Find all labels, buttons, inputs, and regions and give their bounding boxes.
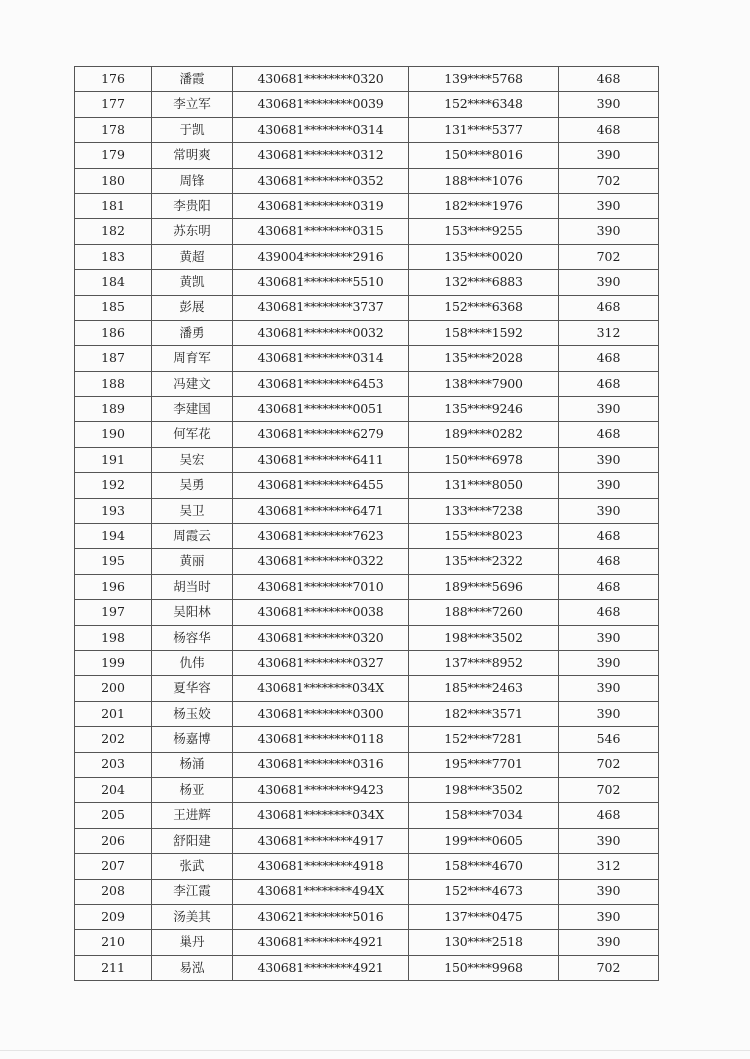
row-number-cell: 202 <box>75 727 152 752</box>
phone-cell: 150****9968 <box>409 955 559 980</box>
row-number-cell: 205 <box>75 803 152 828</box>
table-row <box>75 752 659 777</box>
id-number-cell: 430681********494X <box>233 879 409 904</box>
row-number-cell: 177 <box>75 92 152 117</box>
table-row <box>75 854 659 879</box>
table-row <box>75 904 659 929</box>
amount-cell: 468 <box>559 574 659 599</box>
phone-cell: 199****0605 <box>409 828 559 853</box>
row-number-cell: 188 <box>75 371 152 396</box>
phone-cell: 152****6368 <box>409 295 559 320</box>
row-number-cell: 191 <box>75 447 152 472</box>
phone-cell: 195****7701 <box>409 752 559 777</box>
row-number-cell: 181 <box>75 193 152 218</box>
table-row <box>75 270 659 295</box>
amount-cell: 390 <box>559 219 659 244</box>
id-number-cell: 430681********4917 <box>233 828 409 853</box>
name-cell: 杨容华 <box>152 625 233 650</box>
name-cell: 常明爽 <box>152 143 233 168</box>
name-cell: 冯建文 <box>152 371 233 396</box>
amount-cell: 468 <box>559 422 659 447</box>
table-row <box>75 143 659 168</box>
phone-cell: 150****6978 <box>409 447 559 472</box>
amount-cell: 390 <box>559 92 659 117</box>
amount-cell: 702 <box>559 777 659 802</box>
amount-cell: 390 <box>559 650 659 675</box>
id-number-cell: 430681********0316 <box>233 752 409 777</box>
name-cell: 何军花 <box>152 422 233 447</box>
row-number-cell: 199 <box>75 650 152 675</box>
roster-table <box>74 66 659 981</box>
amount-cell: 312 <box>559 320 659 345</box>
table-row <box>75 473 659 498</box>
table-row <box>75 803 659 828</box>
phone-cell: 137****8952 <box>409 650 559 675</box>
id-number-cell: 430681********0039 <box>233 92 409 117</box>
name-cell: 汤美其 <box>152 904 233 929</box>
row-number-cell: 180 <box>75 168 152 193</box>
amount-cell: 468 <box>559 803 659 828</box>
table-row <box>75 727 659 752</box>
name-cell: 巢丹 <box>152 930 233 955</box>
table-row <box>75 320 659 345</box>
row-number-cell: 189 <box>75 397 152 422</box>
amount-cell: 390 <box>559 397 659 422</box>
row-number-cell: 179 <box>75 143 152 168</box>
table-row <box>75 219 659 244</box>
id-number-cell: 439004********2916 <box>233 244 409 269</box>
id-number-cell: 430681********0319 <box>233 193 409 218</box>
amount-cell: 468 <box>559 524 659 549</box>
name-cell: 吴勇 <box>152 473 233 498</box>
table-row <box>75 422 659 447</box>
amount-cell: 702 <box>559 244 659 269</box>
table-row <box>75 650 659 675</box>
row-number-cell: 194 <box>75 524 152 549</box>
row-number-cell: 206 <box>75 828 152 853</box>
table-row <box>75 701 659 726</box>
amount-cell: 390 <box>559 270 659 295</box>
phone-cell: 137****0475 <box>409 904 559 929</box>
name-cell: 苏东明 <box>152 219 233 244</box>
name-cell: 易泓 <box>152 955 233 980</box>
table-row <box>75 295 659 320</box>
row-number-cell: 176 <box>75 67 152 92</box>
id-number-cell: 430681********0320 <box>233 67 409 92</box>
table-row <box>75 549 659 574</box>
table-row <box>75 397 659 422</box>
table-row <box>75 930 659 955</box>
id-number-cell: 430681********4921 <box>233 930 409 955</box>
name-cell: 王进辉 <box>152 803 233 828</box>
amount-cell: 390 <box>559 193 659 218</box>
name-cell: 张武 <box>152 854 233 879</box>
amount-cell: 468 <box>559 117 659 142</box>
row-number-cell: 209 <box>75 904 152 929</box>
phone-cell: 135****2322 <box>409 549 559 574</box>
phone-cell: 131****8050 <box>409 473 559 498</box>
phone-cell: 152****6348 <box>409 92 559 117</box>
name-cell: 杨嘉博 <box>152 727 233 752</box>
name-cell: 彭展 <box>152 295 233 320</box>
row-number-cell: 193 <box>75 498 152 523</box>
row-number-cell: 207 <box>75 854 152 879</box>
row-number-cell: 178 <box>75 117 152 142</box>
table-row <box>75 777 659 802</box>
table-row <box>75 371 659 396</box>
name-cell: 李立军 <box>152 92 233 117</box>
name-cell: 李江霞 <box>152 879 233 904</box>
phone-cell: 135****2028 <box>409 346 559 371</box>
id-number-cell: 430681********0118 <box>233 727 409 752</box>
id-number-cell: 430681********0320 <box>233 625 409 650</box>
id-number-cell: 430681********4918 <box>233 854 409 879</box>
amount-cell: 312 <box>559 854 659 879</box>
phone-cell: 152****7281 <box>409 727 559 752</box>
row-number-cell: 210 <box>75 930 152 955</box>
table-row <box>75 346 659 371</box>
phone-cell: 198****3502 <box>409 777 559 802</box>
phone-cell: 131****5377 <box>409 117 559 142</box>
amount-cell: 468 <box>559 295 659 320</box>
id-number-cell: 430681********0032 <box>233 320 409 345</box>
table-row <box>75 117 659 142</box>
id-number-cell: 430681********4921 <box>233 955 409 980</box>
row-number-cell: 195 <box>75 549 152 574</box>
phone-cell: 189****0282 <box>409 422 559 447</box>
amount-cell: 390 <box>559 930 659 955</box>
phone-cell: 198****3502 <box>409 625 559 650</box>
id-number-cell: 430681********034X <box>233 676 409 701</box>
amount-cell: 390 <box>559 447 659 472</box>
row-number-cell: 182 <box>75 219 152 244</box>
row-number-cell: 201 <box>75 701 152 726</box>
amount-cell: 468 <box>559 600 659 625</box>
amount-cell: 390 <box>559 625 659 650</box>
row-number-cell: 185 <box>75 295 152 320</box>
table-row <box>75 168 659 193</box>
amount-cell: 702 <box>559 752 659 777</box>
table-row <box>75 600 659 625</box>
id-number-cell: 430681********6411 <box>233 447 409 472</box>
phone-cell: 132****6883 <box>409 270 559 295</box>
id-number-cell: 430681********0315 <box>233 219 409 244</box>
id-number-cell: 430681********6455 <box>233 473 409 498</box>
name-cell: 吴阳林 <box>152 600 233 625</box>
id-number-cell: 430681********0327 <box>233 650 409 675</box>
name-cell: 潘霞 <box>152 67 233 92</box>
amount-cell: 390 <box>559 904 659 929</box>
phone-cell: 153****9255 <box>409 219 559 244</box>
phone-cell: 135****0020 <box>409 244 559 269</box>
name-cell: 李贵阳 <box>152 193 233 218</box>
row-number-cell: 196 <box>75 574 152 599</box>
table-row <box>75 92 659 117</box>
amount-cell: 468 <box>559 346 659 371</box>
table-row <box>75 676 659 701</box>
id-number-cell: 430681********0314 <box>233 117 409 142</box>
table-row <box>75 955 659 980</box>
row-number-cell: 200 <box>75 676 152 701</box>
phone-cell: 152****4673 <box>409 879 559 904</box>
id-number-cell: 430681********7010 <box>233 574 409 599</box>
phone-cell: 188****7260 <box>409 600 559 625</box>
row-number-cell: 204 <box>75 777 152 802</box>
amount-cell: 390 <box>559 879 659 904</box>
phone-cell: 138****7900 <box>409 371 559 396</box>
id-number-cell: 430681********5510 <box>233 270 409 295</box>
name-cell: 于凯 <box>152 117 233 142</box>
name-cell: 黄凯 <box>152 270 233 295</box>
row-number-cell: 192 <box>75 473 152 498</box>
row-number-cell: 208 <box>75 879 152 904</box>
table-row <box>75 244 659 269</box>
amount-cell: 390 <box>559 828 659 853</box>
phone-cell: 150****8016 <box>409 143 559 168</box>
id-number-cell: 430621********5016 <box>233 904 409 929</box>
id-number-cell: 430681********3737 <box>233 295 409 320</box>
name-cell: 杨玉姣 <box>152 701 233 726</box>
phone-cell: 158****1592 <box>409 320 559 345</box>
name-cell: 舒阳建 <box>152 828 233 853</box>
row-number-cell: 184 <box>75 270 152 295</box>
row-number-cell: 203 <box>75 752 152 777</box>
name-cell: 周霞云 <box>152 524 233 549</box>
row-number-cell: 183 <box>75 244 152 269</box>
table-row <box>75 574 659 599</box>
table-row <box>75 524 659 549</box>
row-number-cell: 190 <box>75 422 152 447</box>
name-cell: 黄丽 <box>152 549 233 574</box>
amount-cell: 468 <box>559 371 659 396</box>
amount-cell: 546 <box>559 727 659 752</box>
phone-cell: 155****8023 <box>409 524 559 549</box>
amount-cell: 390 <box>559 701 659 726</box>
phone-cell: 182****3571 <box>409 701 559 726</box>
row-number-cell: 187 <box>75 346 152 371</box>
id-number-cell: 430681********0314 <box>233 346 409 371</box>
row-number-cell: 197 <box>75 600 152 625</box>
phone-cell: 182****1976 <box>409 193 559 218</box>
name-cell: 杨亚 <box>152 777 233 802</box>
phone-cell: 158****4670 <box>409 854 559 879</box>
name-cell: 杨涌 <box>152 752 233 777</box>
id-number-cell: 430681********6471 <box>233 498 409 523</box>
amount-cell: 468 <box>559 549 659 574</box>
table-row <box>75 447 659 472</box>
row-number-cell: 198 <box>75 625 152 650</box>
row-number-cell: 211 <box>75 955 152 980</box>
name-cell: 黄超 <box>152 244 233 269</box>
table-row <box>75 879 659 904</box>
table-row <box>75 67 659 92</box>
name-cell: 周锋 <box>152 168 233 193</box>
phone-cell: 139****5768 <box>409 67 559 92</box>
table-row <box>75 498 659 523</box>
phone-cell: 188****1076 <box>409 168 559 193</box>
id-number-cell: 430681********0300 <box>233 701 409 726</box>
phone-cell: 158****7034 <box>409 803 559 828</box>
roster-table-body <box>75 67 659 981</box>
name-cell: 胡当时 <box>152 574 233 599</box>
name-cell: 李建国 <box>152 397 233 422</box>
phone-cell: 185****2463 <box>409 676 559 701</box>
name-cell: 吴卫 <box>152 498 233 523</box>
phone-cell: 133****7238 <box>409 498 559 523</box>
id-number-cell: 430681********0051 <box>233 397 409 422</box>
table-row <box>75 828 659 853</box>
id-number-cell: 430681********6279 <box>233 422 409 447</box>
page-edge-divider <box>0 1050 750 1051</box>
amount-cell: 468 <box>559 67 659 92</box>
id-number-cell: 430681********0038 <box>233 600 409 625</box>
name-cell: 仇伟 <box>152 650 233 675</box>
amount-cell: 702 <box>559 168 659 193</box>
amount-cell: 702 <box>559 955 659 980</box>
amount-cell: 390 <box>559 498 659 523</box>
id-number-cell: 430681********0312 <box>233 143 409 168</box>
name-cell: 夏华容 <box>152 676 233 701</box>
phone-cell: 130****2518 <box>409 930 559 955</box>
id-number-cell: 430681********0352 <box>233 168 409 193</box>
table-row <box>75 193 659 218</box>
amount-cell: 390 <box>559 143 659 168</box>
id-number-cell: 430681********034X <box>233 803 409 828</box>
id-number-cell: 430681********6453 <box>233 371 409 396</box>
name-cell: 吴宏 <box>152 447 233 472</box>
amount-cell: 390 <box>559 676 659 701</box>
id-number-cell: 430681********9423 <box>233 777 409 802</box>
id-number-cell: 430681********7623 <box>233 524 409 549</box>
table-row <box>75 625 659 650</box>
phone-cell: 135****9246 <box>409 397 559 422</box>
name-cell: 潘勇 <box>152 320 233 345</box>
row-number-cell: 186 <box>75 320 152 345</box>
id-number-cell: 430681********0322 <box>233 549 409 574</box>
amount-cell: 390 <box>559 473 659 498</box>
phone-cell: 189****5696 <box>409 574 559 599</box>
name-cell: 周育军 <box>152 346 233 371</box>
